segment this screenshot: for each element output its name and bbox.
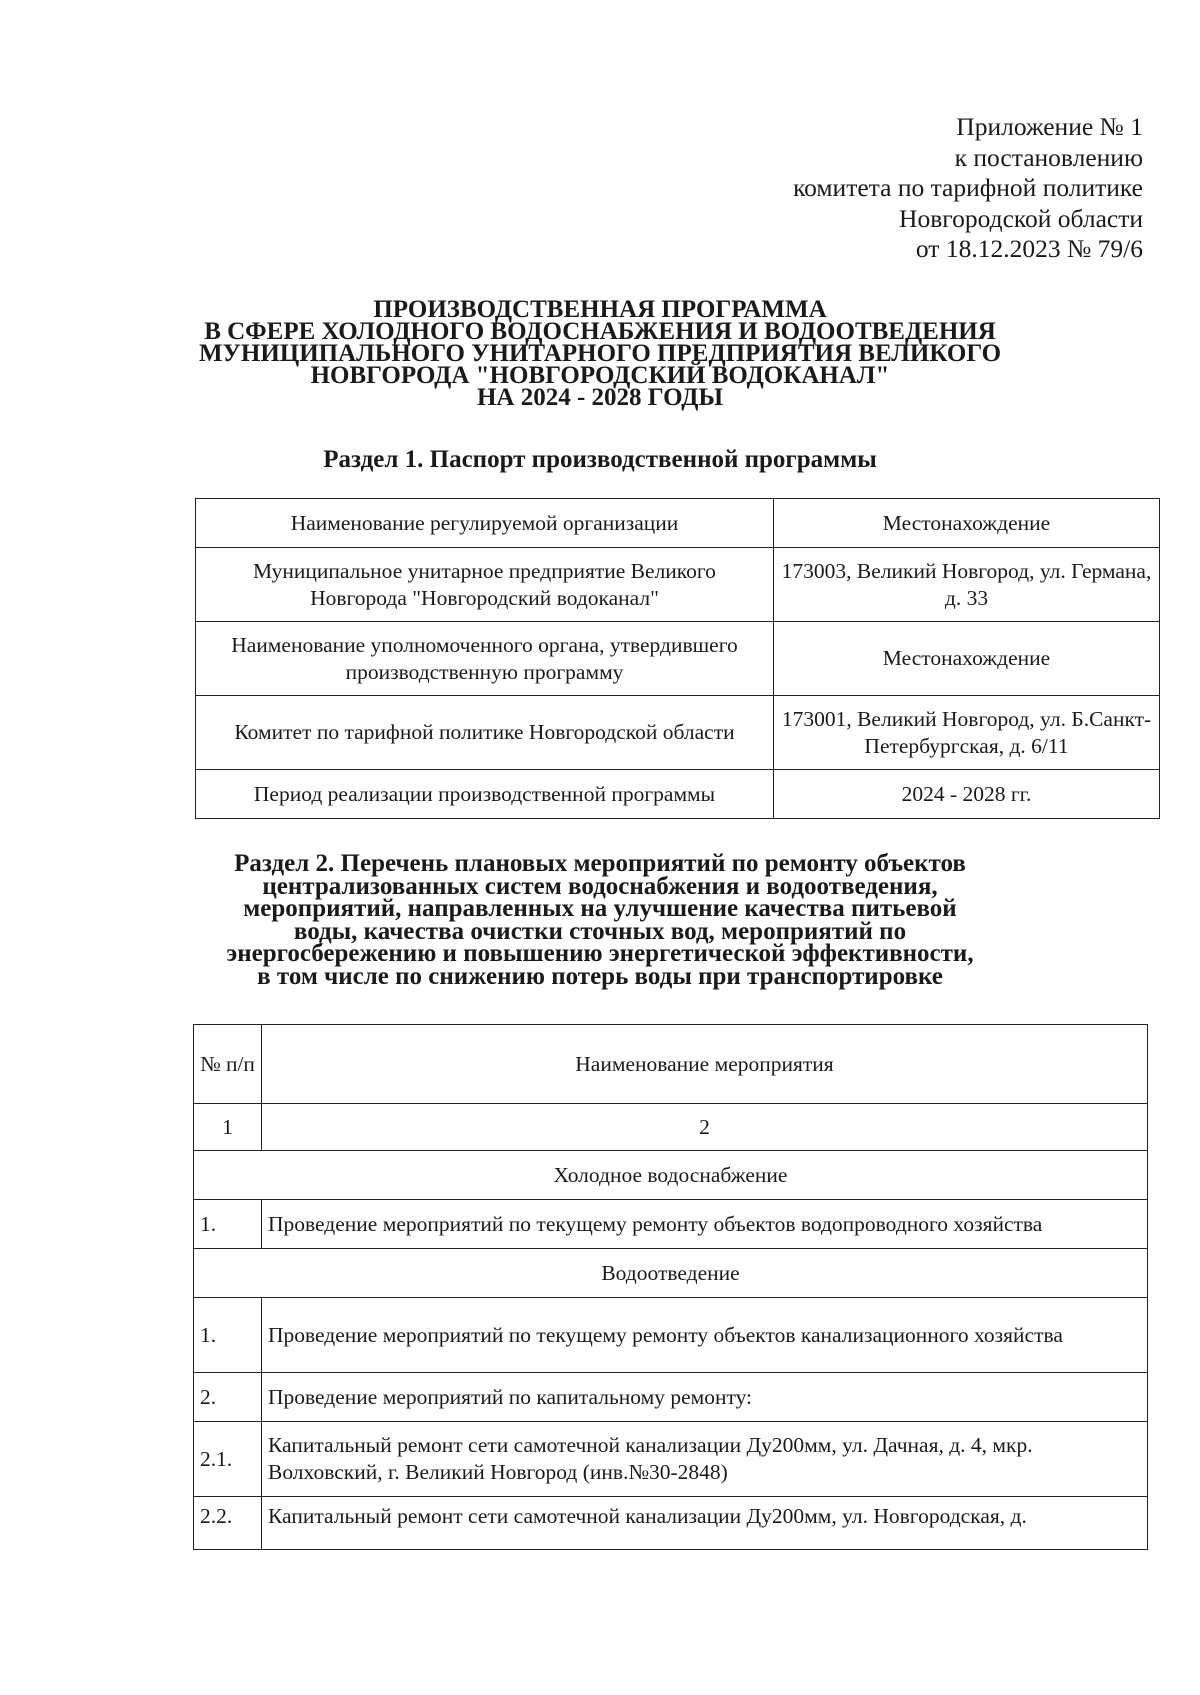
measures-table <box>193 1024 1148 1550</box>
title-line-3: МУНИЦИПАЛЬНОГО УНИТАРНОГО ПРЕДПРИЯТИЯ ВЕЛИКОГО <box>198 340 1002 367</box>
table-row <box>194 1373 1148 1422</box>
table-cell: Проведение мероприятий по капитальному ремонту: <box>262 1373 1148 1422</box>
title-line-2: В СФЕРЕ ХОЛОДНОГО ВОДОСНАБЖЕНИЯ И ВОДООТВЕДЕНИЯ <box>204 318 996 345</box>
table-cell: 2 <box>262 1104 1148 1151</box>
table-cell: 2. <box>194 1373 262 1422</box>
section2-heading-line-1: Раздел 2. Перечень плановых мероприятий по ремонту объектов <box>234 850 966 877</box>
section2-heading-line-5: энергосбережению и повышению энергетической эффективности, <box>226 940 974 967</box>
table-cell: Капитальный ремонт сети самотечной канализации Ду200мм, ул. Дачная, д. 4, мкр. Волховский, г. Великий Новгород (инв.№30-2848) <box>262 1422 1148 1497</box>
table-row <box>194 1422 1148 1497</box>
table-row <box>196 770 1160 819</box>
table-cell: 2.1. <box>194 1422 262 1497</box>
table-row <box>194 1497 1148 1550</box>
table-cell: 173001, Великий Новгород, ул. Б.Санкт-Петербургская, д. 6/11 <box>774 696 1160 770</box>
section-row-cold-water <box>194 1151 1148 1200</box>
table-cell: Капитальный ремонт сети самотечной канализации Ду200мм, ул. Новгородская, д. <box>262 1497 1148 1550</box>
table-row <box>196 548 1160 622</box>
table-row <box>194 1298 1148 1373</box>
section2-heading-line-2: централизованных систем водоснабжения и водоотведения, <box>262 872 938 900</box>
table-cell: Наименование уполномоченного органа, утвердившего производственную программу <box>196 622 774 696</box>
table-cell: Комитет по тарифной политике Новгородской области <box>196 696 774 770</box>
table-cell: Период реализации производственной программы <box>196 770 774 819</box>
table-row <box>196 499 1160 548</box>
table-cell: Муниципальное унитарное предприятие Великого Новгорода "Новгородский водоканал" <box>196 548 774 622</box>
table-cell: Проведение мероприятий по текущему ремонту объектов канализационного хозяйства <box>262 1298 1148 1373</box>
table-cell: Местонахождение <box>774 622 1160 696</box>
appendix-line-2: к постановлению <box>954 142 1143 172</box>
section-title: Холодное водоснабжение <box>194 1151 1148 1200</box>
table-cell: 2.2. <box>194 1497 262 1550</box>
section2-heading-line-6: в том числе по снижению потерь воды при транспортировке <box>257 962 943 990</box>
table-cell: 1 <box>194 1104 262 1151</box>
section2-heading <box>150 850 1050 990</box>
section2-heading-line-4: воды, качества очистки сточных вод, мероприятий по <box>293 917 907 945</box>
header-num: № п/п <box>194 1025 262 1104</box>
table-row <box>196 696 1160 770</box>
document-title <box>150 296 1050 411</box>
section-title: Водоотведение <box>194 1249 1148 1298</box>
title-line-5: НА 2024 - 2028 ГОДЫ <box>476 384 724 411</box>
title-line-4: НОВГОРОДА "НОВГОРОДСКИЙ ВОДОКАНАЛ" <box>310 362 890 389</box>
appendix-block <box>793 112 1143 265</box>
appendix-line-5: от 18.12.2023 № 79/6 <box>915 234 1143 263</box>
table-header-row <box>194 1025 1148 1104</box>
appendix-line-4: Новгородской области <box>899 203 1143 233</box>
table-cell: Проведение мероприятий по текущему ремонту объектов водопроводного хозяйства <box>262 1200 1148 1249</box>
table-cell: 173003, Великий Новгород, ул. Германа, д. 33 <box>774 548 1160 622</box>
table-cell: 2024 - 2028 гг. <box>774 770 1160 819</box>
table-row <box>194 1200 1148 1249</box>
section1-heading: Раздел 1. Паспорт производственной программы <box>323 446 877 473</box>
table-cell: Местонахождение <box>774 499 1160 548</box>
table-cell: 1. <box>194 1200 262 1249</box>
appendix-line-1: Приложение № 1 <box>956 112 1143 141</box>
table-cell: 1. <box>194 1298 262 1373</box>
title-line-1: ПРОИЗВОДСТВЕННАЯ ПРОГРАММА <box>373 296 827 323</box>
section2-heading-line-3: мероприятий, направленных на улучшение качества питьевой <box>243 895 957 922</box>
section-row-sewerage <box>194 1249 1148 1298</box>
table-row <box>196 622 1160 696</box>
table-cell: Наименование регулируемой организации <box>196 499 774 548</box>
appendix-line-3: комитета по тарифной политике <box>793 173 1143 202</box>
header-name: Наименование мероприятия <box>262 1025 1148 1104</box>
table-row <box>194 1104 1148 1151</box>
passport-table <box>195 498 1160 819</box>
